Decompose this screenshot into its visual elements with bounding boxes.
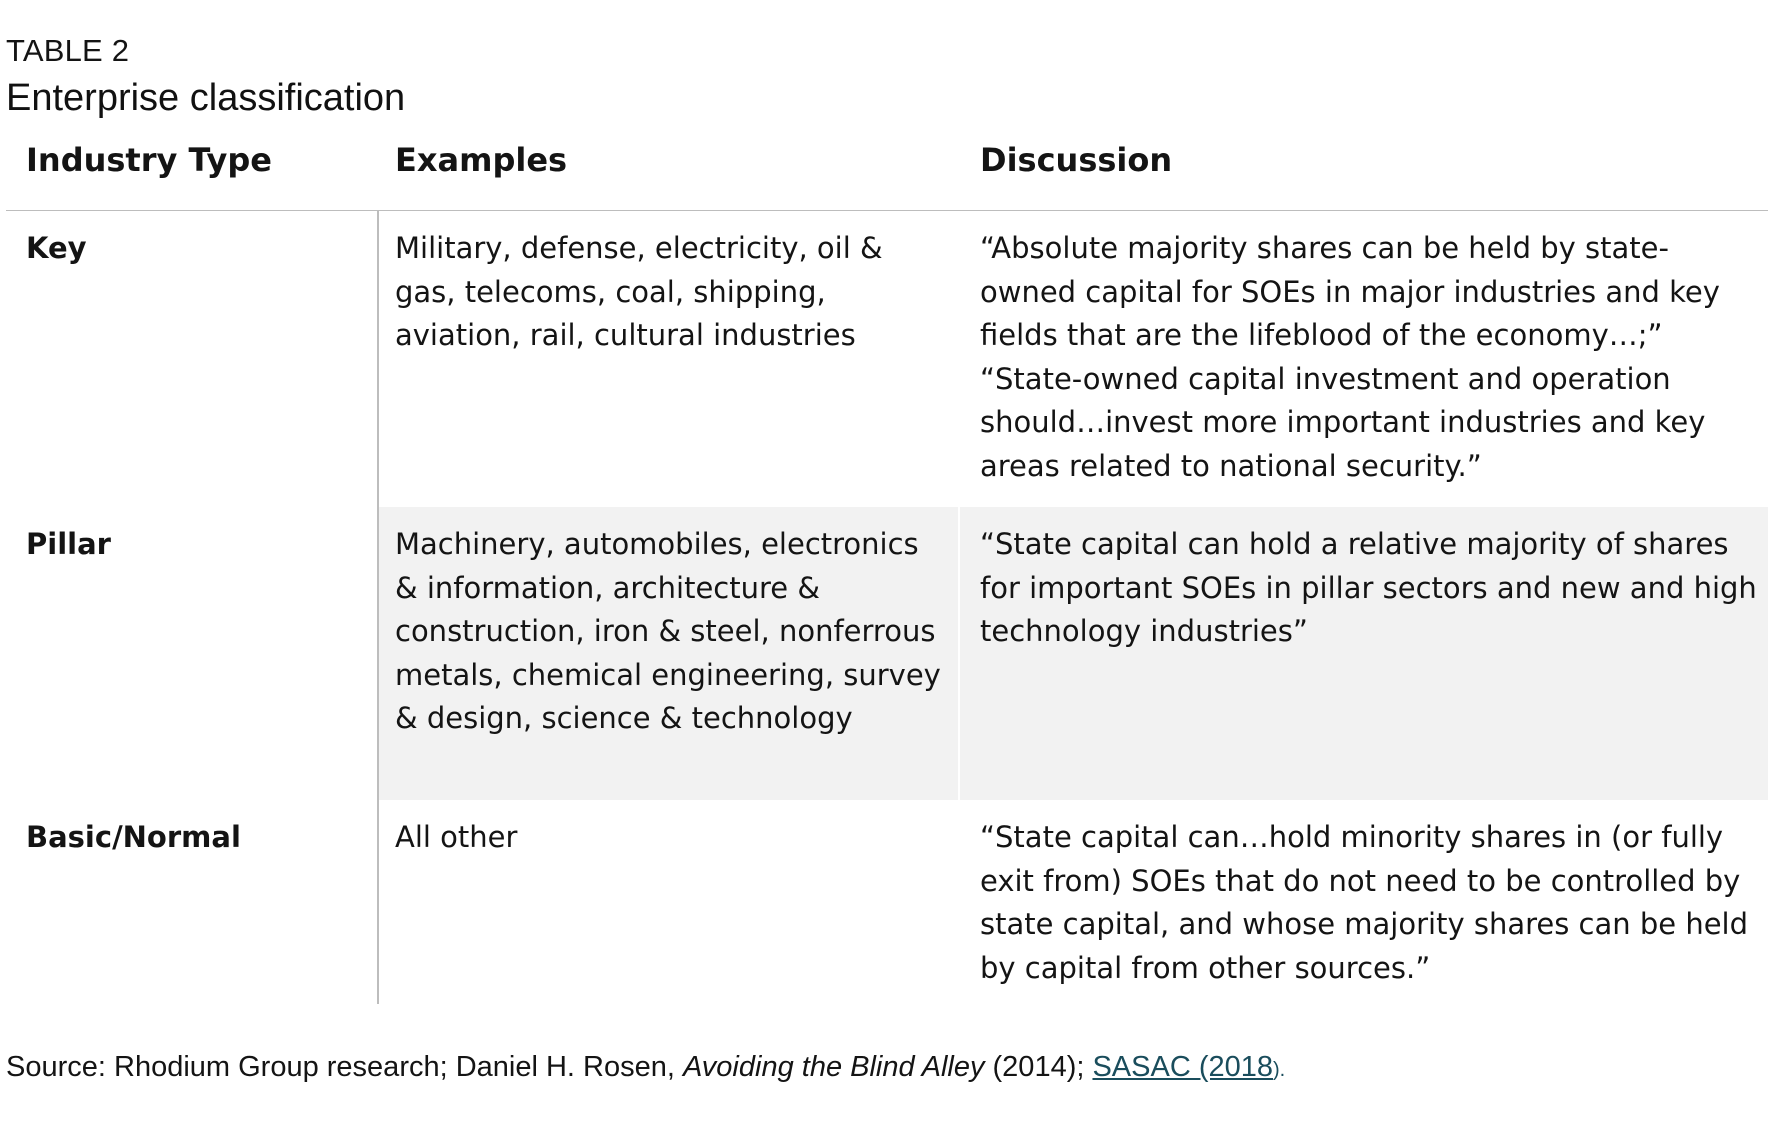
table-title: Enterprise classification bbox=[6, 77, 406, 119]
discussion-cell: “State capital can hold a relative majority of shares for important SOEs in pillar sectors and new and high technology industries” bbox=[980, 527, 1757, 648]
source-note bbox=[6, 1049, 1285, 1088]
examples-cell: All other bbox=[395, 820, 518, 854]
table-label: TABLE 2 bbox=[6, 33, 130, 68]
discussion-cell: “Absolute majority shares can be held by state-owned capital for SOEs in major industries and key fields that are the lifeblood of the economy…;” “State-owned capital investment and operation should…invest more important industries and key areas related to national security.” bbox=[980, 231, 1720, 483]
table-header-row bbox=[6, 122, 1768, 211]
source-tail: ). bbox=[1273, 1059, 1286, 1081]
sasac-link[interactable]: SASAC (2018 bbox=[1092, 1051, 1274, 1083]
industry-type-cell: Pillar bbox=[26, 527, 111, 561]
source-book-title: Avoiding the Blind Alley bbox=[682, 1051, 985, 1083]
industry-type-cell: Basic/Normal bbox=[26, 820, 241, 854]
discussion-cell: “State capital can…hold minority shares in (or fully exit from) SOEs that do not need to be controlled by state capital, and whose majority shares can be held by capital from other sources.” bbox=[980, 820, 1749, 985]
classification-table bbox=[6, 122, 1768, 1007]
column-divider bbox=[377, 211, 379, 1004]
examples-cell: Military, defense, electricity, oil & gas, telecoms, coal, shipping, aviation, rail, cultural industries bbox=[395, 231, 883, 352]
column-header-discussion: Discussion bbox=[980, 141, 1173, 179]
source-middle: (2014); bbox=[984, 1051, 1093, 1083]
column-header-industry-type: Industry Type bbox=[26, 141, 272, 179]
table-row-key bbox=[6, 211, 1768, 507]
examples-cell: Machinery, automobiles, electronics & information, architecture & construction, iron & steel, nonferrous metals, chemical engineering, survey & design, science & technology bbox=[395, 527, 941, 735]
table-row-basic-normal bbox=[6, 800, 1768, 1007]
column-header-examples: Examples bbox=[395, 141, 568, 179]
source-prefix: Source: Rhodium Group research; Daniel H. Rosen, bbox=[6, 1051, 683, 1083]
table-row-pillar bbox=[6, 507, 1768, 800]
industry-type-cell: Key bbox=[26, 231, 87, 265]
